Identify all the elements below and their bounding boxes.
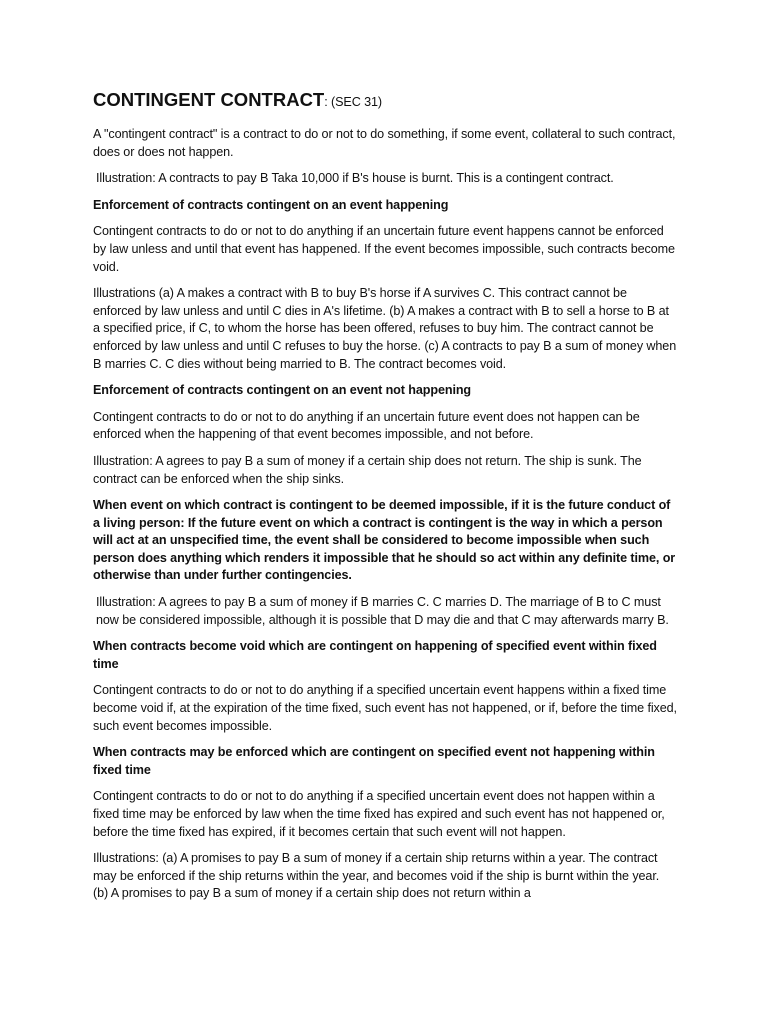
- illustrations-paragraph: Illustrations (a) A makes a contract with B to buy B's horse if A survives C. This contract cannot be enforced by law unless and until C dies in A's lifetime. (b) A makes a contract with B to sell a horse to B at a specified price, if C, to whom the horse has been offered, refuses to buy him. The contract cannot be enforced by law unless and until C refuses to buy the horse. (c) A contracts to pay B a sum of money when B marries C. C dies without being married to B. The contract becomes void.: [93, 286, 677, 371]
- body-paragraph: Contingent contracts to do or not to do anything if a specified uncertain event happens within a fixed time become void if, at the expiration of the time fixed, such event has not happened, or if, before the time fixed, such event becomes impossible.: [93, 683, 677, 733]
- section-heading: Enforcement of contracts contingent on an event not happening: [93, 383, 472, 398]
- page-title: [93, 86, 677, 116]
- illustration-paragraph: Illustration: A agrees to pay B a sum of money if B marries C. C marries D. The marriage of B to C must now be considered impossible, although it is possible that D may die and that C may afterwards marry B.: [96, 595, 669, 627]
- body-paragraph: Contingent contracts to do or not to do anything if an uncertain future event happens cannot be enforced by law unless and until that event has happened. If the event becomes impossible, such contracts become void.: [93, 224, 675, 274]
- section-heading: When contracts may be enforced which are contingent on specified event not happening within fixed time: [93, 745, 655, 777]
- body-paragraph: Contingent contracts to do or not to do anything if an uncertain future event does not happen can be enforced when the happening of that event becomes impossible, and not before.: [93, 409, 640, 442]
- title-section-ref: : (SEC 31): [324, 95, 383, 109]
- body-paragraph: Contingent contracts to do or not to do anything if a specified uncertain event does not happen within a fixed time may be enforced by law when the time fixed has expired and such event has not happened or, before the time fixed has expired, if it becomes certain that such event will not happen.: [93, 789, 665, 839]
- illustrations-paragraph: Illustrations: (a) A promises to pay B a sum of money if a certain ship returns within a year. The contract may be enforced if the ship returns within the year, and becomes void if the ship is burnt within the year. (b) A promises to pay B a sum of money if a certain ship does not return within a: [93, 851, 660, 901]
- section-heading: When contracts become void which are contingent on happening of specified event within fixed time: [93, 639, 657, 671]
- section-heading-with-body: When event on which contract is contingent to be deemed impossible, if it is the future conduct of a living person: If the future event on which a contract is contingent is the way in which a person will act at an unspecified time, the event shall be considered to become impossible when such person does anything which renders it impossible that he should so act within any definite time, or otherwise than under further contingencies.: [93, 498, 676, 583]
- title-text: CONTINGENT CONTRACT: [93, 89, 325, 110]
- document-page: [93, 86, 677, 912]
- definition-paragraph: A "contingent contract" is a contract to do or not to do something, if some event, collateral to such contract, does or does not happen.: [93, 127, 676, 159]
- illustration-paragraph: Illustration: A agrees to pay B a sum of money if a certain ship does not return. The ship is sunk. The contract can be enforced when the ship sinks.: [93, 453, 642, 486]
- section-heading: Enforcement of contracts contingent on an event happening: [93, 197, 449, 212]
- illustration-paragraph: Illustration: A contracts to pay B Taka 10,000 if B's house is burnt. This is a contingent contract.: [96, 171, 614, 186]
